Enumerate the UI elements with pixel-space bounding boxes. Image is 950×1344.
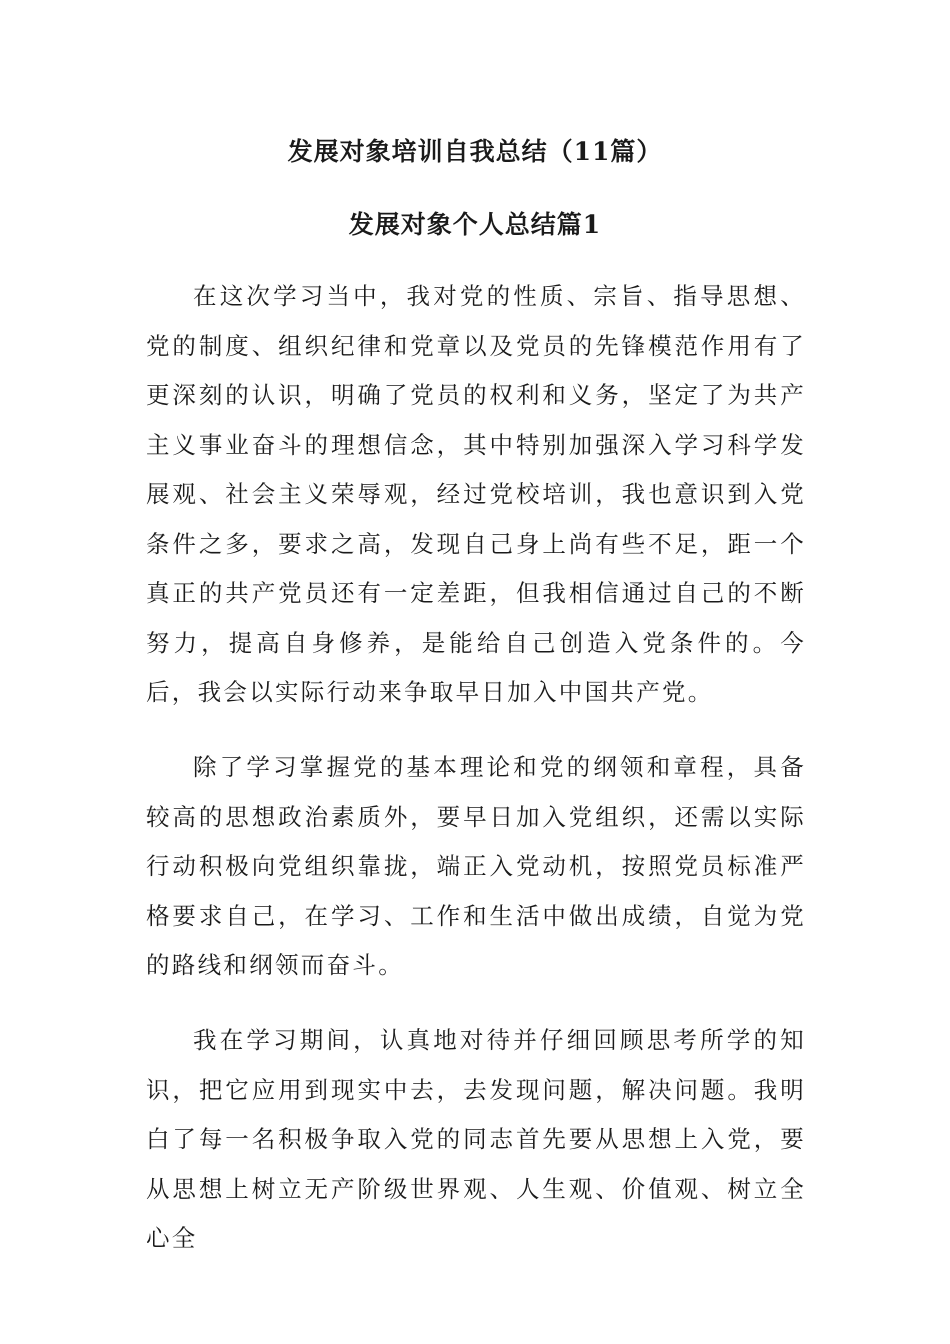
document-title: 发展对象培训自我总结（11篇） [287, 137, 663, 166]
body-paragraph-2: 除了学习掌握党的基本理论和党的纲领和章程，具备较高的思想政治素质外，要早日加入党组织，还需以实际行动积极向党组织靠拢，端正入党动机，按照党员标准严格要求自己，在学习、工作和生活中做出成绩，自觉为党的路线和纲领而奋斗。 [146, 753, 806, 979]
body-paragraph-3: 我在学习期间，认真地对待并仔细回顾思考所学的知识，把它应用到现实中去，去发现问题，解决问题。我明白了每一名积极争取入党的同志首先要从思想上入党，要从思想上树立无产阶级世界观、人生观、价值观、树立全心全 [146, 1026, 806, 1252]
section-heading: 发展对象个人总结篇1 [348, 210, 602, 239]
body-paragraph-1: 在这次学习当中，我对党的性质、宗旨、指导思想、党的制度、组织纪律和党章以及党员的先锋模范作用有了更深刻的认识，明确了党员的权利和义务，坚定了为共产主义事业奋斗的理想信念，其中特别加强深入学习科学发展观、社会主义荣辱观，经过党校培训，我也意识到入党条件之多，要求之高，发现自己身上尚有些不足，距一个真正的共产党员还有一定差距，但我相信通过自己的不断努力，提高自身修养，是能给自己创造入党条件的。今后，我会以实际行动来争取早日加入中国共产党。 [146, 282, 806, 706]
